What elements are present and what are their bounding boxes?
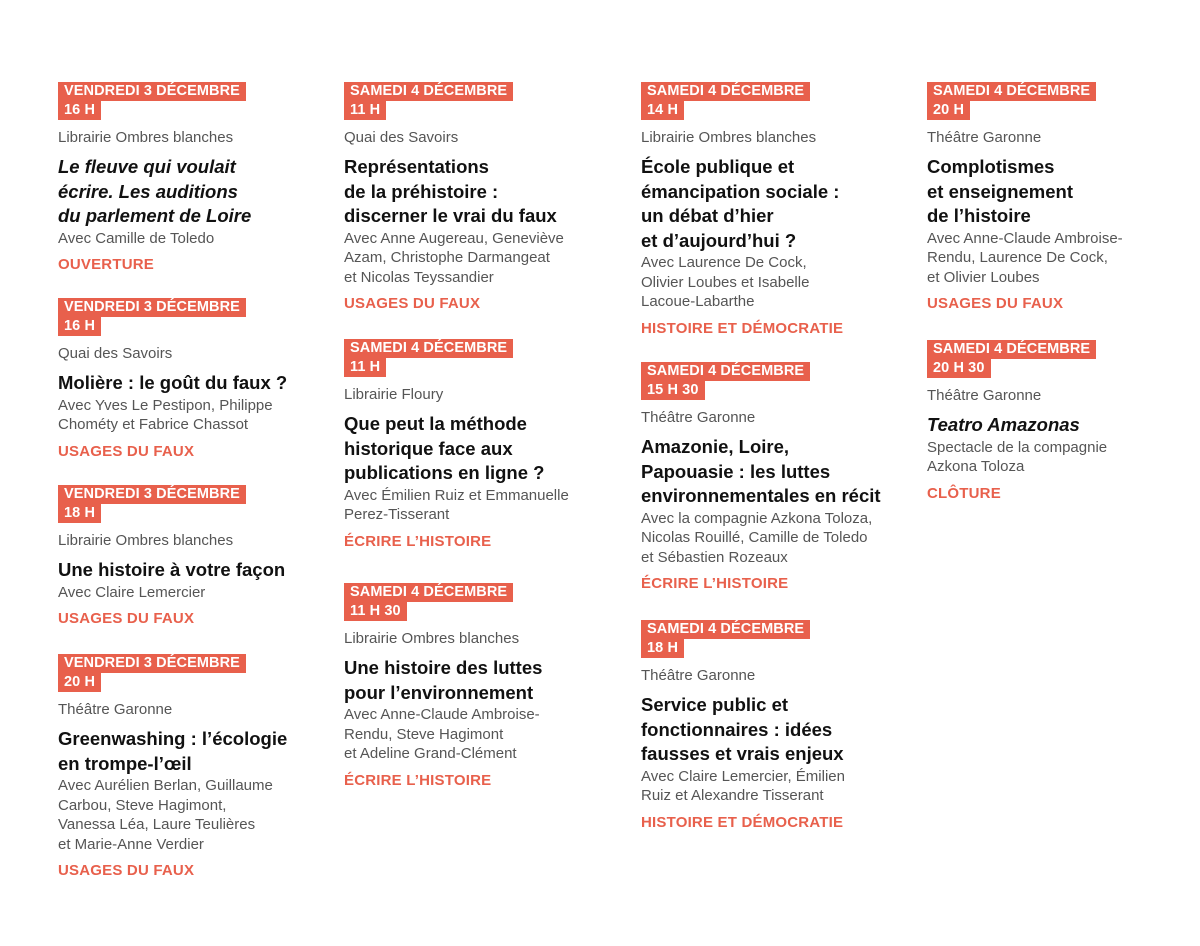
- event-date-time: [58, 654, 328, 692]
- event-speakers: [58, 229, 328, 249]
- event-category-label: USAGES DU FAUX: [344, 295, 481, 312]
- event-speakers: [641, 509, 911, 568]
- event-speakers-line: Avec Camille de Toledo: [58, 229, 215, 247]
- event-date-time: [344, 339, 614, 377]
- event-title-line: un débat d’hier: [641, 205, 774, 226]
- event-title-line: Service public et: [641, 694, 789, 715]
- event-category-label: HISTOIRE ET DÉMOCRATIE: [641, 813, 844, 831]
- event-speakers-line: et Sébastien Rozeaux: [641, 548, 788, 566]
- event-speakers: [344, 229, 614, 288]
- event-speakers-line: Avec Anne Augereau, Geneviève: [344, 229, 564, 247]
- event-date-time: [641, 362, 911, 400]
- event-venue: Théâtre Garonne: [641, 667, 756, 684]
- event-card: [641, 82, 911, 339]
- event-title: [58, 558, 328, 583]
- event-title: [344, 412, 614, 486]
- event-date-badge: VENDREDI 3 DÉCEMBRE: [58, 298, 246, 317]
- event-time-badge: 11 H: [344, 101, 386, 120]
- event-date-badge: VENDREDI 3 DÉCEMBRE: [58, 82, 246, 101]
- event-date-time: [58, 298, 328, 336]
- event-speakers: [58, 776, 328, 854]
- event-category-label: ÉCRIRE L’HISTOIRE: [641, 575, 789, 592]
- event-card: [641, 620, 911, 833]
- event-speakers-line: et Adeline Grand-Clément: [344, 745, 517, 762]
- event-time-badge: 18 H: [641, 639, 684, 658]
- event-title-line: pour l’environnement: [344, 681, 534, 703]
- event-title-line: écrire. Les auditions: [58, 180, 238, 202]
- event-card: [58, 298, 328, 462]
- event-speakers-line: Rendu, Laurence De Cock,: [927, 249, 1108, 266]
- event-speakers: [641, 253, 911, 312]
- event-date-time: [58, 485, 328, 523]
- event-speakers: [927, 229, 1197, 288]
- event-venue: Librairie Ombres blanches: [344, 630, 520, 647]
- event-date-badge: VENDREDI 3 DÉCEMBRE: [58, 485, 246, 504]
- event-title-line: historique face aux: [344, 437, 513, 459]
- event-card: [927, 340, 1197, 504]
- event-speakers-line: Nicolas Rouillé, Camille de Toledo: [641, 529, 868, 546]
- event-date-time: [927, 82, 1197, 120]
- event-card: [58, 82, 328, 275]
- event-title-line: Complotismes: [927, 156, 1055, 177]
- event-venue: Librairie Ombres blanches: [58, 129, 234, 146]
- event-category-label: ÉCRIRE L’HISTOIRE: [344, 771, 492, 789]
- event-title-line: Le fleuve qui voulait: [58, 156, 236, 177]
- event-speakers-line: Olivier Loubes et Isabelle: [641, 273, 810, 291]
- event-title: [641, 155, 911, 253]
- event-time-badge: 11 H 30: [344, 602, 407, 621]
- event-speakers-line: Avec Anne-Claude Ambroise-: [344, 706, 540, 723]
- event-venue: Théâtre Garonne: [641, 409, 756, 426]
- event-time-badge: 20 H: [58, 673, 101, 692]
- event-title-line: Teatro Amazonas: [927, 414, 1080, 435]
- event-category-label: USAGES DU FAUX: [58, 610, 195, 627]
- event-category-label: CLÔTURE: [927, 484, 1001, 502]
- event-category-label: USAGES DU FAUX: [927, 295, 1064, 312]
- event-speakers-line: Rendu, Steve Hagimont: [344, 725, 504, 743]
- event-venue: Théâtre Garonne: [927, 387, 1042, 404]
- event-title-line: de la préhistoire :: [344, 180, 499, 202]
- event-time-badge: 20 H 30: [927, 359, 991, 378]
- event-speakers-line: Lacoue-Labarthe: [641, 293, 755, 310]
- event-date-badge: SAMEDI 4 DÉCEMBRE: [641, 82, 810, 101]
- event-speakers-line: et Marie-Anne Verdier: [58, 835, 204, 853]
- event-title: [927, 155, 1197, 229]
- event-speakers-line: Avec Claire Lemercier: [58, 583, 206, 601]
- event-category-label: OUVERTURE: [58, 256, 154, 273]
- event-time-badge: 20 H: [927, 101, 970, 120]
- event-title: [58, 727, 328, 776]
- event-time-badge: 11 H: [344, 358, 386, 377]
- event-speakers-line: Avec Laurence De Cock,: [641, 254, 807, 271]
- event-title-line: et enseignement: [927, 180, 1073, 202]
- event-speakers: [927, 438, 1197, 477]
- event-title-line: du parlement de Loire: [58, 205, 252, 226]
- event-speakers-line: Carbou, Steve Hagimont,: [58, 796, 227, 814]
- event-speakers-line: Spectacle de la compagnie: [927, 438, 1108, 456]
- event-title-line: fausses et vrais enjeux: [641, 743, 844, 764]
- event-speakers-line: Azam, Christophe Darmangeat: [344, 249, 550, 266]
- event-card: [344, 583, 614, 791]
- event-category-label: USAGES DU FAUX: [58, 442, 195, 460]
- event-speakers-line: Avec Anne-Claude Ambroise-: [927, 229, 1123, 247]
- event-category-label: HISTOIRE ET DÉMOCRATIE: [641, 319, 844, 337]
- event-title: [641, 435, 911, 509]
- event-date-time: [927, 340, 1197, 378]
- event-title: [58, 371, 328, 396]
- event-speakers: [344, 486, 614, 525]
- event-speakers-line: Avec Yves Le Pestipon, Philippe: [58, 396, 273, 414]
- event-time-badge: 14 H: [641, 101, 684, 120]
- event-venue: Librairie Floury: [344, 386, 444, 403]
- event-card: [927, 82, 1197, 314]
- event-speakers-line: et Nicolas Teyssandier: [344, 268, 494, 286]
- event-title-line: publications en ligne ?: [344, 462, 545, 483]
- event-title-line: et d’aujourd’hui ?: [641, 229, 797, 251]
- event-date-badge: SAMEDI 4 DÉCEMBRE: [344, 82, 513, 101]
- event-time-badge: 15 H 30: [641, 381, 705, 400]
- event-venue: Théâtre Garonne: [927, 129, 1042, 146]
- event-title-line: Représentations: [344, 156, 489, 177]
- event-date-badge: SAMEDI 4 DÉCEMBRE: [344, 583, 513, 602]
- event-date-badge: SAMEDI 4 DÉCEMBRE: [927, 82, 1096, 101]
- event-speakers: [58, 396, 328, 435]
- event-title-line: Une histoire des luttes: [344, 657, 543, 678]
- event-speakers-line: Ruiz et Alexandre Tisserant: [641, 787, 824, 804]
- event-title-line: Une histoire à votre façon: [58, 559, 286, 580]
- event-title-line: Que peut la méthode: [344, 413, 527, 434]
- event-date-time: [641, 82, 911, 120]
- event-title: [344, 155, 614, 229]
- event-title: [927, 413, 1197, 438]
- event-title-line: de l’histoire: [927, 205, 1031, 226]
- event-date-badge: SAMEDI 4 DÉCEMBRE: [641, 620, 810, 639]
- event-title-line: Molière : le goût du faux ?: [58, 372, 288, 393]
- event-category-label: USAGES DU FAUX: [58, 862, 195, 879]
- event-venue: Théâtre Garonne: [58, 701, 173, 718]
- event-speakers-line: Avec la compagnie Azkona Toloza,: [641, 509, 873, 527]
- event-title-line: École publique et: [641, 156, 795, 177]
- event-title: [344, 656, 614, 705]
- event-category-label: ÉCRIRE L’HISTOIRE: [344, 532, 492, 550]
- event-venue: Quai des Savoirs: [58, 345, 173, 362]
- event-title-line: émancipation sociale :: [641, 180, 840, 202]
- event-card: [58, 654, 328, 881]
- event-date-badge: SAMEDI 4 DÉCEMBRE: [641, 362, 810, 381]
- event-title-line: Papouasie : les luttes: [641, 460, 831, 482]
- event-speakers-line: Vanessa Léa, Laure Teulières: [58, 816, 256, 833]
- event-title-line: discerner le vrai du faux: [344, 205, 557, 226]
- event-title-line: fonctionnaires : idées: [641, 718, 833, 740]
- event-venue: Librairie Ombres blanches: [641, 129, 817, 146]
- event-title: [58, 155, 328, 229]
- event-card: [641, 362, 911, 594]
- event-time-badge: 18 H: [58, 504, 101, 523]
- event-title-line: Amazonie, Loire,: [641, 436, 790, 457]
- event-date-time: [641, 620, 911, 658]
- event-speakers: [58, 583, 328, 603]
- event-date-time: [344, 583, 614, 621]
- event-speakers: [641, 767, 911, 806]
- event-venue: Quai des Savoirs: [344, 129, 459, 146]
- event-date-time: [344, 82, 614, 120]
- event-speakers: [344, 705, 614, 764]
- event-card: [344, 82, 614, 314]
- event-speakers-line: Avec Émilien Ruiz et Emmanuelle: [344, 486, 569, 504]
- event-speakers-line: Chométy et Fabrice Chassot: [58, 416, 249, 433]
- event-date-time: [58, 82, 328, 120]
- event-speakers-line: Perez-Tisserant: [344, 506, 450, 523]
- event-speakers-line: Avec Claire Lemercier, Émilien: [641, 767, 845, 785]
- event-time-badge: 16 H: [58, 317, 101, 336]
- event-speakers-line: et Olivier Loubes: [927, 268, 1040, 286]
- event-title-line: Greenwashing : l’écologie: [58, 728, 288, 749]
- event-title-line: environnementales en récit: [641, 485, 881, 506]
- event-title-line: en trompe-l’œil: [58, 752, 192, 774]
- event-date-badge: SAMEDI 4 DÉCEMBRE: [344, 339, 513, 358]
- event-title: [641, 693, 911, 767]
- event-speakers-line: Azkona Toloza: [927, 458, 1025, 475]
- event-card: [344, 339, 614, 552]
- event-date-badge: SAMEDI 4 DÉCEMBRE: [927, 340, 1096, 359]
- event-card: [58, 485, 328, 629]
- event-venue: Librairie Ombres blanches: [58, 532, 234, 549]
- event-speakers-line: Avec Aurélien Berlan, Guillaume: [58, 777, 273, 794]
- event-time-badge: 16 H: [58, 101, 101, 120]
- event-date-badge: VENDREDI 3 DÉCEMBRE: [58, 654, 246, 673]
